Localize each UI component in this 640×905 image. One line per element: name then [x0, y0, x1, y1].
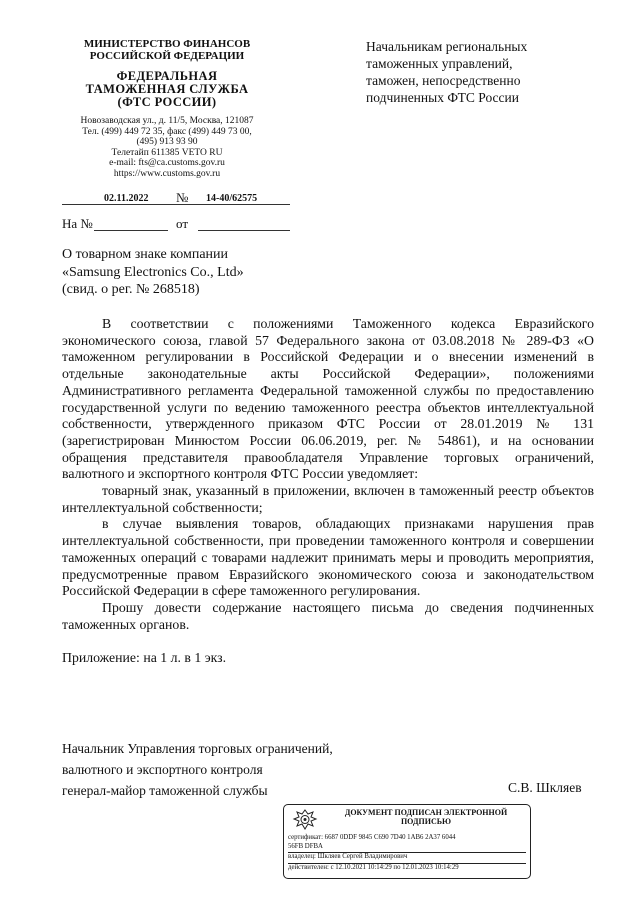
letter-date: 02.11.2022	[104, 193, 149, 204]
body-paragraph-1: В соответствии с положениями Таможенного кодекса Евразийского экономического союза, главой 57 Федерального закона от 03.08.2018 № 289-ФЗ «О таможенном регулировании в Российской Федерации и о внесении изменений в отдельные законодательные акты Российской Федерации», положениями Административного регламента Федеральной таможенной службы по предоставлению государственной услуги по ведению таможенного реестра объектов интеллектуальной собственности, утвержденного приказом ФТС России от 28.01.2019 № 131 (зарегистрирован Минюстом России 06.06.2019, рег. № 54861), и на основании обращения представителя правообладателя Управление торговых ограничений, валютного и экспортного контроля ФТС России уведомляет:	[62, 316, 594, 482]
addressee-line: таможен, непосредственно	[366, 73, 521, 88]
addressee-line: подчиненных ФТС России	[366, 90, 519, 105]
service-line-3: (ФТС РОССИИ)	[117, 95, 217, 109]
number-sign: №	[176, 190, 189, 205]
address-line-3: (495) 913 93 90	[136, 137, 198, 148]
address-line-4: Телетайп 611385 VETO RU	[111, 147, 223, 158]
addressee-line: Начальникам региональных	[366, 39, 528, 54]
attachment-note: Приложение: на 1 л. в 1 экз.	[62, 650, 227, 666]
letter-subject	[62, 246, 244, 299]
ministry-name	[62, 38, 272, 62]
addressee	[366, 38, 606, 106]
signer-position-line-2: валютного и экспортного контроля	[62, 762, 263, 777]
e-signature-stamp	[283, 804, 531, 879]
stamp-owner: владелец: Шкляев Сергей Владимирович	[288, 852, 526, 862]
address-line-5: e-mail: fts@ca.customs.gov.ru	[109, 158, 225, 169]
address-line-6: https://www.customs.gov.ru	[113, 168, 221, 179]
stamp-details	[288, 834, 526, 872]
stamp-title-line-1: ДОКУМЕНТ ПОДПИСАН ЭЛЕКТРОННОЙ	[344, 808, 508, 817]
stamp-certificate-line-1: сертификат: 6687 0DDF 9845 C690 7D40 1AB6 2A37 6044	[288, 834, 456, 841]
stamp-certificate-line-2: 56FB DFBA	[288, 842, 323, 850]
stamp-validity: действителен: с 12.10.2021 10:14:29 по 12.01.2023 10:14:29	[288, 863, 526, 873]
incoming-ref-label: На №	[62, 216, 93, 231]
body-paragraph-3: в случае выявления товаров, обладающих признаками нарушения прав интеллектуальной собственности, при проведении таможенного контроля и совершении таможенных операций с товарами надлежит принимать меры и проводить мероприятия, предусмотренные правом Евразийского экономического союза и законодательством Российской Федерации в сфере таможенного регулирования.	[62, 516, 594, 599]
subject-line: О товарном знаке компании	[62, 247, 229, 262]
stamp-title-line-2: ПОДПИСЬЮ	[400, 817, 452, 826]
letter-body	[62, 316, 594, 667]
signature-block	[62, 738, 333, 801]
service-line-1: ФЕДЕРАЛЬНАЯ	[116, 69, 218, 83]
customs-emblem-icon	[290, 808, 320, 832]
service-address	[62, 116, 272, 180]
signer-position-line-3: генерал-майор таможенной службы	[62, 783, 268, 798]
incoming-ref-number-blank	[94, 230, 168, 231]
letter-number: 14-40/62575	[206, 193, 258, 204]
stamp-title	[328, 808, 524, 826]
body-paragraph-4: Прошу довести содержание настоящего письма до сведения подчиненных таможенных органов.	[62, 599, 594, 632]
subject-line: (свид. о рег. № 268518)	[62, 282, 200, 297]
incoming-ref-from: от	[176, 216, 189, 231]
subject-line: «Samsung Electronics Co., Ltd»	[62, 264, 244, 280]
service-name	[62, 70, 272, 109]
signer-name: С.В. Шкляев	[508, 780, 582, 795]
ministry-line-1: МИНИСТЕРСТВО ФИНАНСОВ	[83, 38, 251, 50]
body-paragraph-2: товарный знак, указанный в приложении, включен в таможенный реестр объектов интеллектуальной собственности;	[62, 483, 594, 515]
ministry-line-2: РОССИЙСКОЙ ФЕДЕРАЦИИ	[89, 50, 245, 62]
address-line-2: Тел. (499) 449 72 35, факс (499) 449 73 00,	[82, 126, 252, 137]
address-line-1: Новозаводская ул., д. 11/5, Москва, 121087	[80, 116, 254, 126]
signer-position-line-1: Начальник Управления торговых ограничений,	[62, 741, 333, 756]
incoming-ref-date-blank	[198, 230, 290, 231]
addressee-line: таможенных управлений,	[366, 56, 513, 71]
service-line-2: ТАМОЖЕННАЯ СЛУЖБА	[85, 82, 249, 96]
